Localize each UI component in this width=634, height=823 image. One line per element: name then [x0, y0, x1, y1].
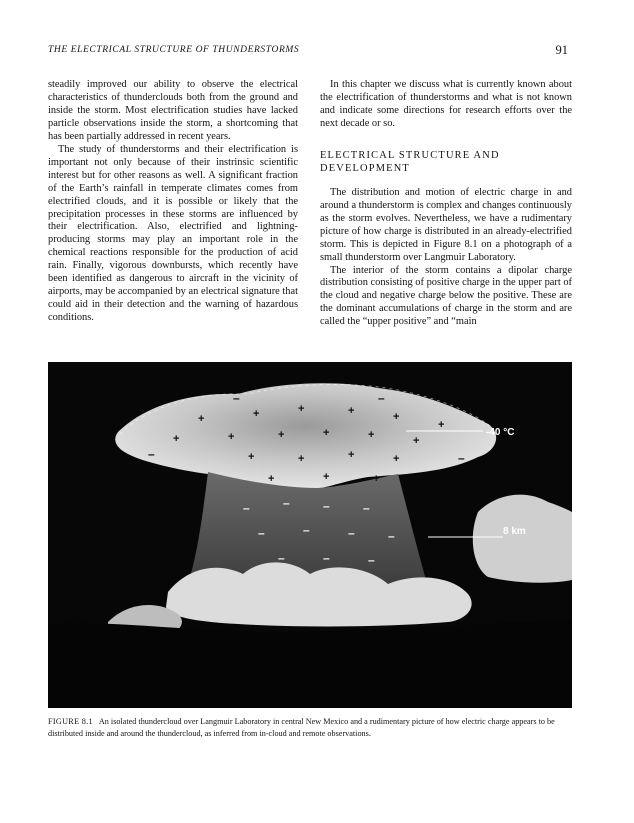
- plus-marker: +: [298, 403, 305, 415]
- minus-marker: –: [368, 553, 375, 567]
- right-side-cloud: [473, 495, 572, 583]
- minus-marker: –: [148, 447, 155, 461]
- plus-marker: +: [373, 473, 380, 485]
- left-paragraph-1: steadily improved our ability to observe the electrical characteristics of thunderclouds both from the ground and inside the storm. Most electrification studies have lacked particle observations inside the storm, a shortcoming that has been partially addressed in recent years.: [48, 79, 298, 142]
- minus-marker: –: [348, 526, 355, 540]
- plus-marker: +: [278, 429, 285, 441]
- thundercloud-photograph: [48, 362, 572, 708]
- section-heading-line-2: DEVELOPMENT: [320, 162, 410, 174]
- plus-marker: +: [323, 471, 330, 483]
- plus-marker: +: [413, 435, 420, 447]
- plus-marker: +: [268, 473, 275, 485]
- temperature-label: -40 °C: [486, 427, 515, 438]
- plus-marker: +: [298, 453, 305, 465]
- plus-marker: +: [438, 419, 445, 431]
- plus-marker: +: [248, 451, 255, 463]
- figure-label: FIGURE 8.1: [48, 717, 93, 726]
- right-intro-paragraph: In this chapter we discuss what is currently known about the electrification of thunderstorms and what is not known and indicate some directions for research efforts over the next decade or so.: [320, 79, 572, 129]
- figure-caption: [48, 716, 572, 739]
- minus-marker: –: [278, 551, 285, 565]
- right-column: [320, 79, 572, 329]
- caption-text: An isolated thundercloud over Langmuir Laboratory in central New Mexico and a rudimentary picture of how electric charge appears to be distributed inside and around the thundercloud, as inferred from in-cloud and remote observations.: [48, 717, 555, 738]
- plus-marker: +: [198, 413, 205, 425]
- minus-marker: –: [458, 451, 465, 465]
- left-column: [48, 79, 298, 325]
- plus-marker: +: [253, 408, 260, 420]
- minus-marker: –: [258, 526, 265, 540]
- minus-marker: –: [283, 496, 290, 510]
- section-heading: [320, 149, 572, 175]
- minus-marker: –: [388, 529, 395, 543]
- photo-illustration: [48, 362, 572, 708]
- minus-marker: –: [323, 551, 330, 565]
- plus-marker: +: [393, 453, 400, 465]
- left-paragraph-2: The study of thunderstorms and their electrification is important not only because of their instrinsic scientific interest but for other reasons as well. A significant fraction of the Earth’s rainfall in temperate climates comes from electrified clouds, and it is possible or likely that the precipitation processes in these storms are influenced by their electrification. Also, electrified and lightning-producing storms may play an important role in the chemical reactions responsible for the production of acid rain. Finally, vigorous downbursts, which recently have been identified as dangerous to aircraft in the vicinity of airports, may be accompanied by an electrical signature that could aid in their detection and the warning of hazardous conditions.: [48, 143, 298, 324]
- plus-marker: +: [173, 433, 180, 445]
- plus-marker: +: [228, 431, 235, 443]
- plus-marker: +: [323, 427, 330, 439]
- minus-marker: –: [243, 501, 250, 515]
- altitude-label: 8 km: [503, 526, 526, 537]
- minus-marker: –: [233, 391, 240, 405]
- right-paragraph-1: The distribution and motion of electric charge in and around a thunderstorm is complex and changes continuously as the storm evolves. Nevertheless, we have a rudimentary picture of how charge is distributed in an already-electrified storm. This is depicted in Figure 8.1 on a photograph of a small thunderstorm over Langmuir Laboratory.: [320, 186, 572, 263]
- page-number: 91: [555, 43, 568, 57]
- section-heading-line-1: ELECTRICAL STRUCTURE AND: [320, 149, 500, 161]
- horizon-ground: [48, 620, 572, 708]
- plus-marker: +: [348, 449, 355, 461]
- minus-marker: –: [323, 499, 330, 513]
- right-paragraph-2: The interior of the storm contains a dipolar charge distribution consisting of positive charge in the upper part of the cloud and negative charge below the positive. These are the dominant accumulations of charge in the storm and are called the “upper positive” and “main: [320, 264, 572, 328]
- plus-marker: +: [348, 405, 355, 417]
- plus-marker: +: [368, 429, 375, 441]
- running-head: THE ELECTRICAL STRUCTURE OF THUNDERSTORMS: [48, 45, 300, 55]
- minus-marker: –: [363, 501, 370, 515]
- minus-marker: –: [378, 391, 385, 405]
- minus-marker: –: [303, 523, 310, 537]
- plus-marker: +: [393, 411, 400, 423]
